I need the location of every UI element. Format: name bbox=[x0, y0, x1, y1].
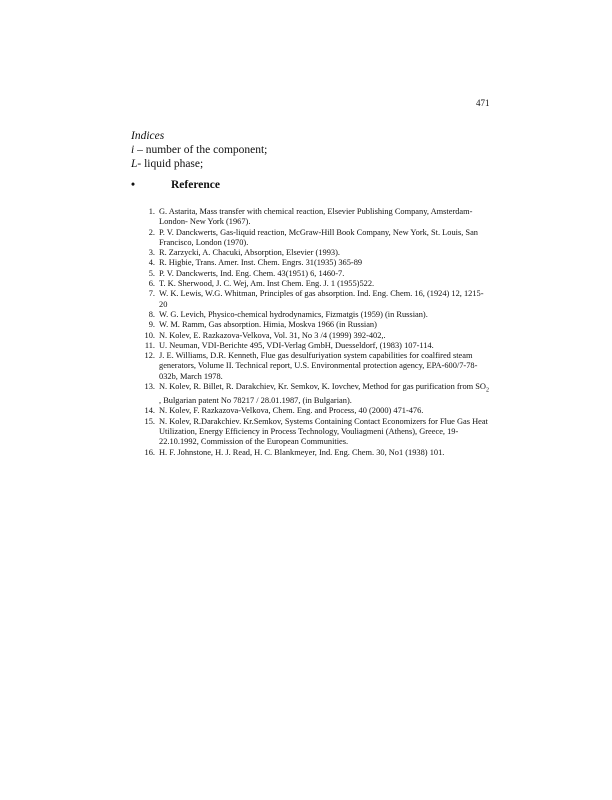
reference-item bbox=[144, 417, 489, 448]
indices-text: - liquid phase; bbox=[137, 158, 204, 170]
reference-text: J. E. Williams, D.R. Kenneth, Flue gas desulfuriyation system capabilities for coalfired steam generators, Volume II. Technical report, U.S. Environmental protection agency, EPA-600/7-78-032b, March 1978. bbox=[159, 351, 478, 381]
reference-item bbox=[144, 341, 489, 351]
reference-subscript: 2 bbox=[485, 387, 489, 394]
indices-section bbox=[131, 129, 267, 171]
reference-number: 7 . bbox=[140, 289, 155, 299]
reference-text: W. M. Ramm, Gas absorption. Himia, Moskva 1966 (in Russian) bbox=[159, 320, 377, 330]
reference-text: N. Kolev, R.Darakchiev. Kr.Semkov, Systems Containing Contact Economizers for Flue Gas Heat Utilization, Energy Efficiency in Process Technology, Vouliagmeni (Athens), Greece, 19-22.10.1992, Commission of the European Communities. bbox=[159, 416, 488, 447]
reference-text: P. V. Danckwerts, Gas-liquid reaction, McGraw-Hill Book Company, New York, St. Louis, San Francisco, London (1970). bbox=[159, 227, 478, 247]
reference-number: 2 . bbox=[140, 228, 155, 238]
reference-number: 3 . bbox=[140, 248, 155, 258]
reference-text: T. K. Sherwood, J. C. Wej, Am. Inst Chem. Eng. J. 1 (1955)522. bbox=[159, 279, 375, 289]
reference-number: 1 . bbox=[140, 207, 155, 217]
indices-item bbox=[131, 143, 267, 157]
reference-item bbox=[144, 310, 489, 320]
reference-text-end: , Bulgarian patent No 78217 / 28.01.1987, (in Bulgarian). bbox=[159, 396, 352, 406]
reference-item bbox=[144, 207, 489, 228]
reference-text: N. Kolev, E. Razkazova-Velkova, Vol. 31, No 3 /4 (1999) 392-402,. bbox=[159, 330, 386, 340]
page-number: 471 bbox=[476, 98, 490, 108]
reference-number: 13 . bbox=[140, 382, 155, 392]
reference-item bbox=[144, 279, 489, 289]
reference-number: 14 . bbox=[140, 406, 155, 416]
reference-number: 4 . bbox=[140, 258, 155, 268]
reference-heading bbox=[131, 179, 220, 191]
reference-number: 10 . bbox=[140, 331, 155, 341]
indices-heading: Indices bbox=[131, 130, 165, 142]
reference-title: Reference bbox=[171, 179, 220, 191]
reference-item bbox=[144, 320, 489, 330]
reference-item bbox=[144, 331, 489, 341]
reference-item bbox=[144, 382, 489, 406]
reference-number: 6 . bbox=[140, 279, 155, 289]
reference-text: G. Astarita, Mass transfer with chemical reaction, Elsevier Publishing Company, Amsterdam- London- New York (1967). bbox=[159, 207, 473, 227]
reference-text: W. G. Levich, Physico-chemical hydrodynamics, Fizmatgis (1959) (in Russian). bbox=[159, 309, 428, 319]
reference-number: 12 . bbox=[140, 351, 155, 361]
reference-text: H. F. Johnstone, H. J. Read, H. C. Blankmeyer, Ind. Eng. Chem. 30, No1 (1938) 101. bbox=[159, 447, 445, 457]
indices-symbol: i bbox=[131, 144, 135, 156]
reference-item bbox=[144, 269, 489, 279]
reference-number: 16 . bbox=[140, 448, 155, 458]
reference-item bbox=[144, 228, 489, 249]
reference-number: 15 . bbox=[140, 417, 155, 427]
indices-item bbox=[131, 157, 267, 171]
reference-item bbox=[144, 351, 489, 382]
reference-number: 11 . bbox=[140, 341, 155, 351]
reference-number: 8 . bbox=[140, 310, 155, 320]
bullet-icon: • bbox=[131, 179, 136, 191]
reference-text: R. Zarzycki, A. Chacuki, Absorption, Elsevier (1993). bbox=[159, 248, 340, 258]
reference-text: N. Kolev, F. Razkazova-Velkova, Chem. Eng. and Process, 40 (2000) 471-476. bbox=[159, 406, 424, 416]
indices-symbol: L bbox=[131, 158, 138, 170]
reference-number: 5 . bbox=[140, 269, 155, 279]
reference-text: P. V. Danckwerts, Ind. Eng. Chem. 43(1951) 6, 1460-7. bbox=[159, 268, 345, 278]
reference-item bbox=[144, 248, 489, 258]
reference-item bbox=[144, 258, 489, 268]
reference-number: 9 . bbox=[140, 320, 155, 330]
reference-item bbox=[144, 406, 489, 416]
reference-item bbox=[144, 448, 489, 458]
reference-text: W. K. Lewis, W.G. Whitman, Principles of gas absorption. Ind. Eng. Chem. 16, (1924) 12, 1215-20 bbox=[159, 289, 484, 309]
reference-list bbox=[144, 207, 489, 458]
reference-text: U. Neuman, VDI-Berichte 495, VDI-Verlag GmbH, Duesseldorf, (1983) 107-114. bbox=[159, 340, 434, 350]
reference-item bbox=[144, 289, 489, 310]
reference-text: R. Higbie, Trans. Amer. Inst. Chem. Engrs. 31(1935) 365-89 bbox=[159, 258, 363, 268]
reference-text-start: N. Kolev, R. Billet, R. Darakchiev, Kr. Semkov, K. Iovchev, Method for gas purification from SO bbox=[159, 382, 486, 392]
indices-text: – number of the component; bbox=[134, 144, 268, 156]
